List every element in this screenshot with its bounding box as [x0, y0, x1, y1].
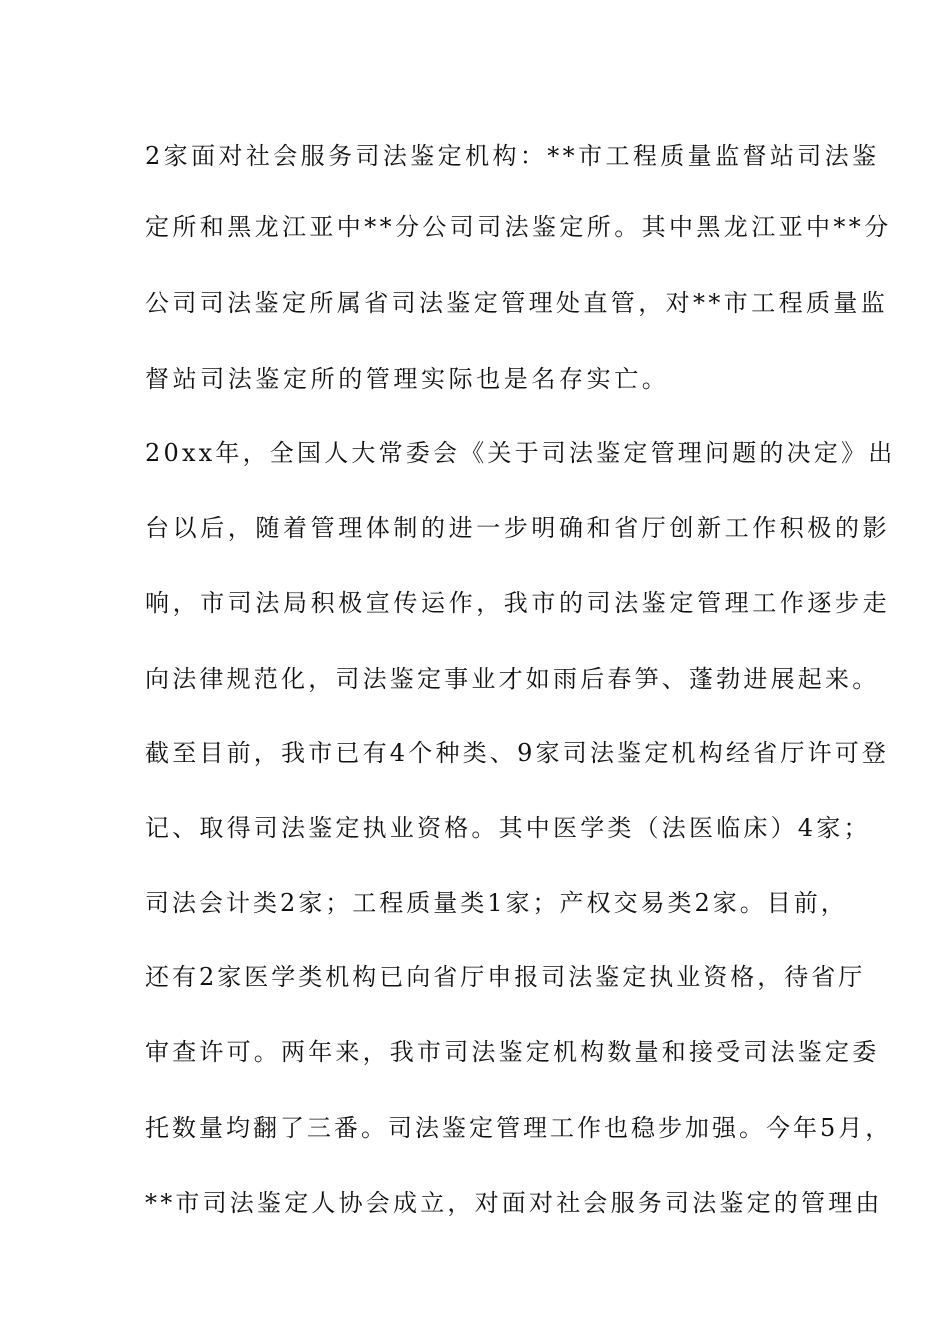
text-line: 公司司法鉴定所属省司法鉴定管理处直管，对**市工程质量监	[145, 289, 889, 317]
text-line: 向法律规范化，司法鉴定事业才如雨后春笋、蓬勃进展起来。	[145, 665, 880, 693]
text-line: 台以后，随着管理体制的进一步明确和省厅创新工作积极的影	[145, 514, 891, 542]
text-line: 记、取得司法鉴定执业资格。其中医学类（法医临床）4家；	[145, 814, 871, 842]
text-line: 响，市司法局积极宣传运作，我市的司法鉴定管理工作逐步走	[145, 589, 891, 617]
text-line: 截至目前，我市已有4个种类、9家司法鉴定机构经省厅许可登	[145, 739, 890, 767]
text-line: 司法会计类2家；工程质量类1家；产权交易类2家。目前，	[145, 889, 848, 917]
text-line: 定所和黑龙江亚中**分公司司法鉴定所。其中黑龙江亚中**分	[145, 213, 892, 241]
text-line: 托数量均翻了三番。司法鉴定管理工作也稳步加强。今年5月，	[145, 1114, 893, 1142]
text-line: 审查许可。两年来，我市司法鉴定机构数量和接受司法鉴定委	[145, 1038, 880, 1066]
text-line: 2家面对社会服务司法鉴定机构：**市工程质量监督站司法鉴	[145, 142, 880, 170]
text-line: 还有2家医学类机构已向省厅申报司法鉴定执业资格，待省厅	[145, 963, 866, 991]
text-line: 督站司法鉴定所的管理实际也是名存实亡。	[145, 365, 670, 393]
text-line: **市司法鉴定人协会成立，对面对社会服务司法鉴定的管理由	[145, 1189, 883, 1217]
text-line: 20xx年，全国人大常委会《关于司法鉴定管理问题的决定》出	[145, 439, 896, 467]
